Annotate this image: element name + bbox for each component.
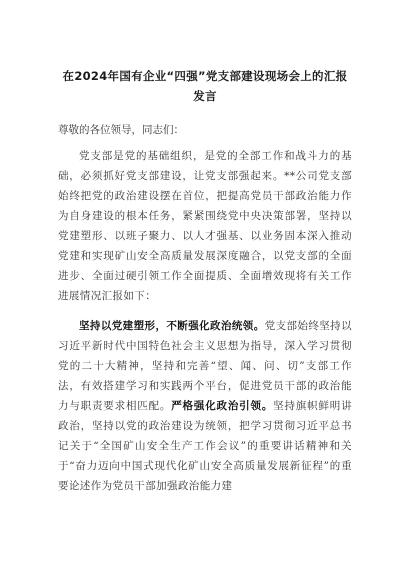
document-title: 在2024年国有企业“四强”党支部建设现场会上的汇报发言 — [62, 69, 348, 103]
section1-text-b: 坚持旗帜鲜明讲政治，坚持以党的政治建设为统领，把学习贯彻习近平总书记关于“全国矿山安全生产工作会议”的重要讲话精神和关于“奋力迈向中国式现代化矿山安全高质量发展新征程”的重要论述作为党员干部加强政治能力建 — [58, 400, 352, 492]
section1-heading: 坚持以党建塑形，不断强化政治统领。 — [79, 320, 265, 332]
section1-subheading: 严格强化政治引领。 — [171, 400, 274, 412]
salutation: 尊敬的各位领导，同志们： — [58, 124, 184, 136]
section1-paragraph — [58, 316, 352, 496]
intro-paragraph: 党支部是党的基础组织，是党的全部工作和战斗力的基础，必须抓好党支部建设，让党支部强起来。**公司党支部始终把党的政治建设摆在首位，把提高党员干部政治能力作为自身建设的根本任务，紧紧围绕党中央决策部署，坚持以党建塑形、以班子聚力、以人才强基、以业务固本深入推动党建和实现矿山安全高质量发展深度融合，以党支部的全面进步、全面过硬引领工作全面提质、全面增效现将有关工作进展情况汇报如下： — [58, 150, 352, 302]
section1-text-a: 党支部始终坚持以习近平新时代中国特色社会主义思想为指导，深入学习贯彻党的二十大精神，坚持和完善“望、闻、问、切”支部工作法，有效搭建学习和实践两个平台，促进党员干部的政治能力与职责要求相匹配。 — [58, 320, 352, 412]
